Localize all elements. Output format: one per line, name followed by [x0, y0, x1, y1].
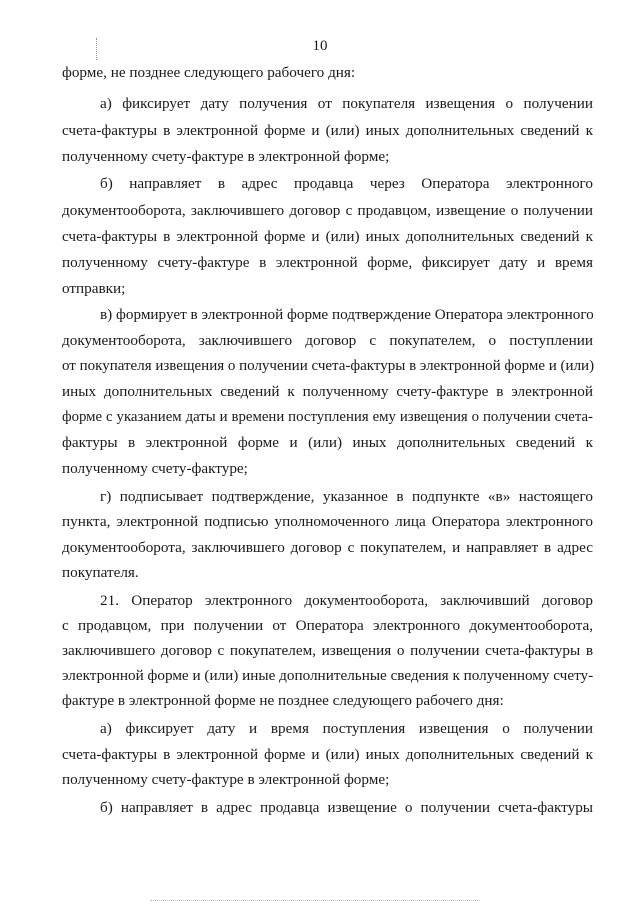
text-line: б) направляет в адрес продавца извещение о получении счета-фактуры	[100, 799, 593, 816]
text-line: счета-фактуры в электронной форме и (или) иных дополнительных сведений к	[62, 122, 593, 139]
text-line: заключившего договор с покупателем, извещения о получении счета-фактуры в	[62, 642, 593, 659]
text-line: пункта, электронной подписью уполномоченного лица Оператора электронного	[62, 513, 593, 530]
text-line: от покупателя извещения о получении счета-фактуры в электронной форме и (или)	[62, 358, 595, 374]
page-number: 10	[312, 38, 328, 54]
text-line: полученному счету-фактуре;	[62, 460, 248, 477]
text-line: счета-фактуры в электронной форме и (или) иных дополнительных сведений к	[62, 228, 593, 245]
text-line: документооборота, заключившего договор с покупателем, и направляет в адрес	[62, 539, 593, 556]
text-line: б) направляет в адрес продавца через Оператора электронного	[100, 175, 593, 192]
text-line: документооборота, заключившего договор с покупателем, о поступлении	[62, 332, 593, 349]
text-line: в) формирует в электронной форме подтверждение Оператора электронного	[100, 306, 594, 323]
text-line: иных дополнительных сведений к полученному счету-фактуре в электронной	[62, 383, 593, 400]
text-line: документооборота, заключившего договор с продавцом, извещение о получении	[62, 202, 593, 219]
scan-bottom-edge	[150, 900, 480, 901]
text-line: фактуры в электронной форме и (или) иных дополнительных сведений к	[62, 434, 593, 451]
text-line: фактуре в электронной форме не позднее следующего рабочего дня:	[62, 692, 504, 709]
text-line: полученному счету-фактуре в электронной форме, фиксирует дату и время	[62, 254, 593, 271]
text-line: полученному счету-фактуре в электронной форме;	[62, 148, 390, 165]
text-line: электронной форме и (или) иные дополнительные сведения к полученному счету-	[62, 667, 594, 684]
text-line: полученному счету-фактуре в электронной форме;	[62, 771, 390, 788]
text-line: 21. Оператор электронного документооборота, заключивший договор	[100, 592, 593, 609]
text-line: отправки;	[62, 280, 126, 297]
text-line: форме с указанием даты и времени поступления ему извещения о получении счета-	[62, 409, 593, 425]
text-line: а) фиксирует дату и время поступления извещения о получении	[100, 720, 593, 737]
text-line: покупателя.	[62, 564, 139, 581]
text-line: счета-фактуры в электронной форме и (или) иных дополнительных сведений к	[62, 746, 593, 763]
text-line: а) фиксирует дату получения от покупателя извещения о получении	[100, 95, 593, 112]
text-line: с продавцом, при получении от Оператора электронного документооборота,	[62, 617, 593, 634]
text-line: форме, не позднее следующего рабочего дня:	[62, 64, 356, 81]
text-line: г) подписывает подтверждение, указанное в подпункте «в» настоящего	[100, 488, 593, 505]
